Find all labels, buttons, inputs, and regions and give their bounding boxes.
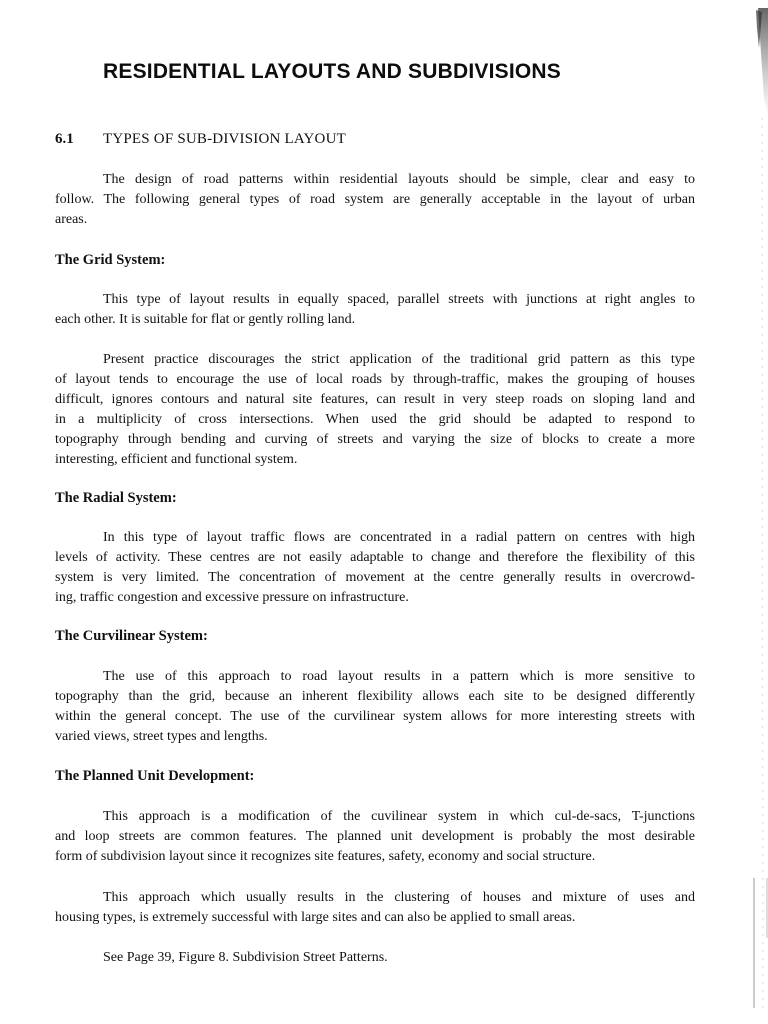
curvilinear-paragraph	[55, 667, 695, 747]
section-title: TYPES OF SUB-DIVISION LAYOUT	[103, 131, 346, 147]
intro-line-1: The design of road patterns within residential layouts should be simple, clear and easy to	[103, 172, 695, 187]
pud-p2-line-1: This approach which usually results in the clustering of houses and mixture of uses and	[103, 890, 695, 905]
radial-paragraph	[55, 528, 695, 608]
see-also-reference	[55, 948, 695, 968]
grid-paragraph-1	[55, 290, 695, 330]
curvilinear-line-3: within the general concept. The use of the curvilinear system allows for more interesting streets with	[55, 709, 695, 724]
radial-line-1: In this type of layout traffic flows are concentrated in a radial pattern on centres with high	[103, 530, 695, 545]
intro-line-3: areas.	[55, 212, 88, 227]
section-heading	[55, 131, 346, 148]
grid-paragraph-2	[55, 350, 695, 470]
grid-p2-line-3: difficult, ignores contours and natural site features, can result in very steep roads on sloping land and	[55, 392, 695, 407]
radial-line-4: ing, traffic congestion and excessive pressure on infrastructure.	[55, 590, 409, 605]
pud-p1-line-3: form of subdivision layout since it recognizes site features, safety, economy and social structure.	[55, 849, 596, 864]
intro-line-2: follow. The following general types of road system are generally acceptable in the layout of urban	[55, 192, 695, 207]
scan-edge-artifact	[710, 8, 768, 1018]
grid-p2-line-1: Present practice discourages the strict application of the traditional grid pattern as this type	[103, 352, 695, 367]
grid-p2-line-5: topography through bending and curving of streets and varying the size of blocks to create a more	[55, 432, 695, 447]
section-number: 6.1	[55, 131, 74, 147]
curvilinear-line-2: topography than the grid, because an inherent flexibility allows each site to be designed differently	[55, 689, 695, 704]
pud-p1-line-1: This approach is a modification of the cuvilinear system in which cul-de-sacs, T-junctions	[103, 809, 695, 824]
grid-p1-line-2: each other. It is suitable for flat or gently rolling land.	[55, 312, 356, 327]
radial-line-3: system is very limited. The concentration of movement at the centre generally results in overcrowd-	[55, 570, 695, 585]
pud-paragraph-1	[55, 807, 695, 867]
pud-paragraph-2	[55, 888, 695, 928]
curvilinear-line-4: varied views, street types and lengths.	[55, 729, 268, 744]
page-title: RESIDENTIAL LAYOUTS AND SUBDIVISIONS	[103, 60, 561, 83]
radial-line-2: levels of activity. These centres are not easily adaptable to change and therefore the flexibility of this	[55, 550, 695, 565]
grid-p2-line-4: in a multiplicity of cross intersections. When used the grid should be adapted to respond to	[55, 412, 695, 427]
curvilinear-line-1: The use of this approach to road layout results in a pattern which is more sensitive to	[103, 669, 695, 684]
pud-heading: The Planned Unit Development:	[55, 768, 255, 784]
grid-p2-line-2: of layout tends to encourage the use of local roads by through-traffic, makes the grouping of houses	[55, 372, 695, 387]
pud-p2-line-2: housing types, is extremely successful with large sites and can also be applied to small areas.	[55, 910, 576, 925]
pud-p1-line-2: and loop streets are common features. The planned unit development is probably the most desirable	[55, 829, 695, 844]
grid-system-heading: The Grid System:	[55, 252, 166, 268]
grid-p2-line-6: interesting, efficient and functional system.	[55, 452, 298, 467]
radial-system-heading: The Radial System:	[55, 490, 177, 506]
curvilinear-system-heading: The Curvilinear System:	[55, 628, 208, 644]
grid-p1-line-1: This type of layout results in equally spaced, parallel streets with junctions at right angles to	[103, 292, 695, 307]
intro-paragraph	[55, 170, 695, 230]
see-also-line: See Page 39, Figure 8. Subdivision Street Patterns.	[103, 950, 388, 965]
